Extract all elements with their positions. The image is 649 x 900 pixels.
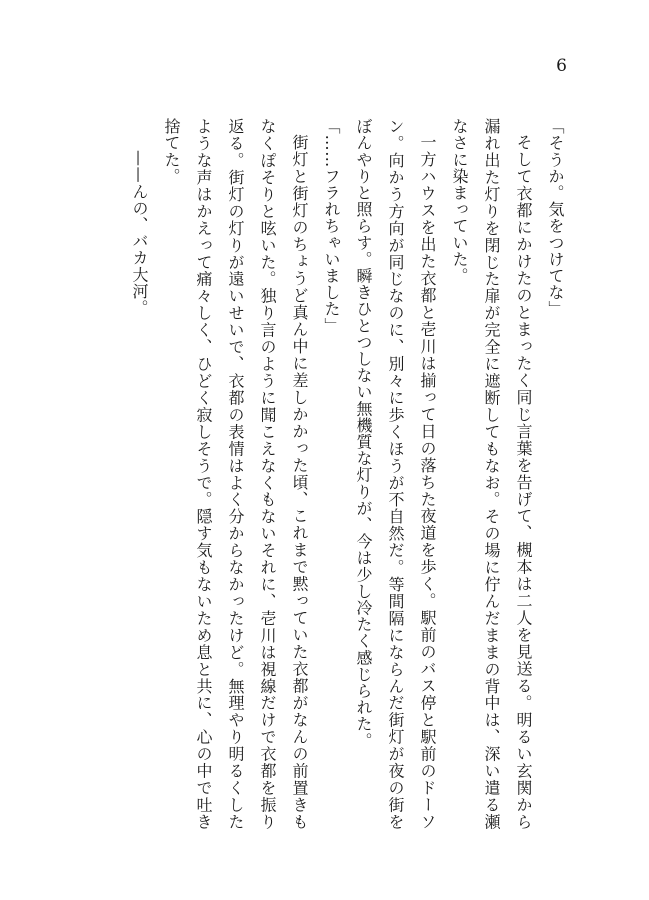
dialogue-line: 「そうか。気をつけてな」 [546, 118, 565, 318]
page-number: 6 [556, 56, 567, 76]
narrative-paragraph: 一方ハウスを出た衣都と壱川は揃って日の落ちた夜道を歩く。駅前のバス停と駅前のドーソン。向かう方向が同じなのに、別々に歩くほうが不自然だ。等間隔にならんだ街灯が夜の街をぼんやりと照らす。瞬きひとつしない無機質な灯りが、今は少し冷たく感じられた。 [354, 118, 437, 830]
inner-monologue-line: ——んの、バカ大河。 [130, 150, 149, 316]
narrative-paragraph: 街灯と街灯のちょうど真ん中に差しかかった頃、これまで黙っていた衣都がなんの前置きもなくぽそりと呟いた。独り言のように聞こえなくもないそれに、壱川は視線だけで衣都を振り返る。街灯の灯りが遠いせいで、衣都の表情はよく分からなかったけど。無理やり明るくしたような声はかえって痛々しく、ひどく寂しそうで。隠す気もないため息と共に、心の中で吐き捨てた。 [162, 118, 309, 830]
vertical-text-body [123, 118, 571, 830]
narrative-paragraph: そして衣都にかけたのとまったく同じ言葉を告げて、槻本は二人を見送る。明るい玄関から漏れ出た灯りを閉じた扉が完全に遮断してもなお。その場に佇んだままの背中は、深い遣る瀬なさに染まっていた。 [450, 118, 533, 830]
dialogue-line: 「……フラれちゃいました」 [322, 118, 341, 334]
